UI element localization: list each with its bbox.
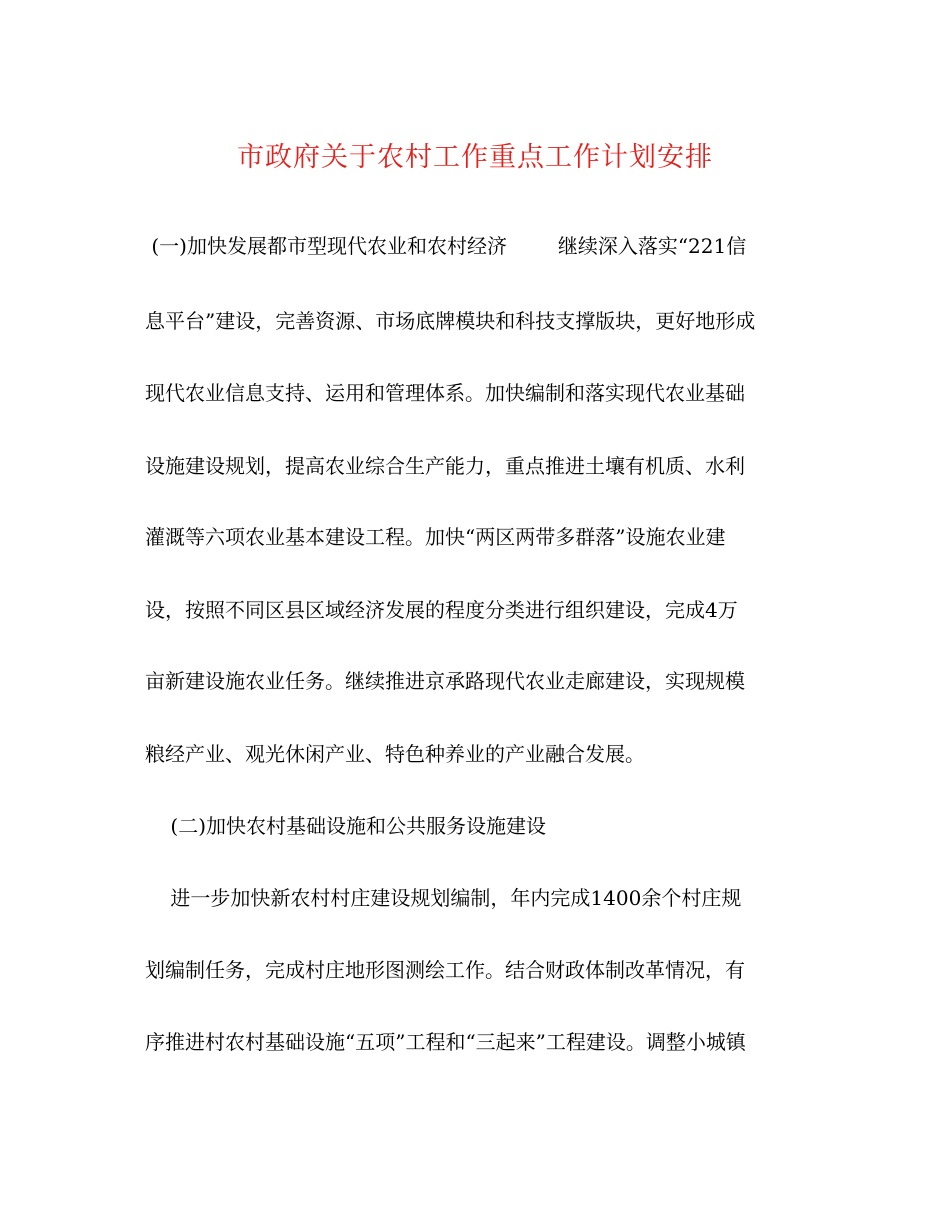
body-line-2: 息平台”建设，完善资源、市场底牌模块和科技支撑版块，更好地形成: [145, 309, 756, 333]
section-heading-2: (二)加快农村基础设施和公共服务设施建设: [145, 814, 547, 838]
body-line-8: 粮经产业、观光休闲产业、特色种养业的产业融合发展。: [145, 742, 645, 766]
body-line-7: 亩新建设施农业任务。继续推进京承路现代农业走廊建设，实现规模: [145, 669, 745, 693]
document-title: 市政府关于农村工作重点工作计划安排: [237, 142, 713, 173]
body-line-12: 序推进村农村基础设施“五项”工程和“三起来”工程建设。调整小城镇: [145, 1030, 746, 1054]
body-line-10: 进一步加快新农村村庄建设规划编制，年内完成1400余个村庄规: [145, 886, 742, 910]
body-line-5: 灌溉等六项农业基本建设工程。加快“两区两带多群落”设施农业建: [145, 525, 726, 549]
body-line-1: (一)加快发展都市型现代农业和农村经济 继续深入落实“221信: [145, 234, 747, 258]
body-line-11: 划编制任务，完成村庄地形图测绘工作。结合财政体制改革情况，有: [145, 958, 745, 982]
body-line-3: 现代农业信息支持、运用和管理体系。加快编制和落实现代农业基础: [145, 381, 745, 405]
body-line-6: 设，按照不同区县区域经济发展的程度分类进行组织建设，完成4万: [145, 598, 738, 622]
body-line-4: 设施建设规划，提高农业综合生产能力，重点推进土壤有机质、水利: [145, 454, 745, 478]
